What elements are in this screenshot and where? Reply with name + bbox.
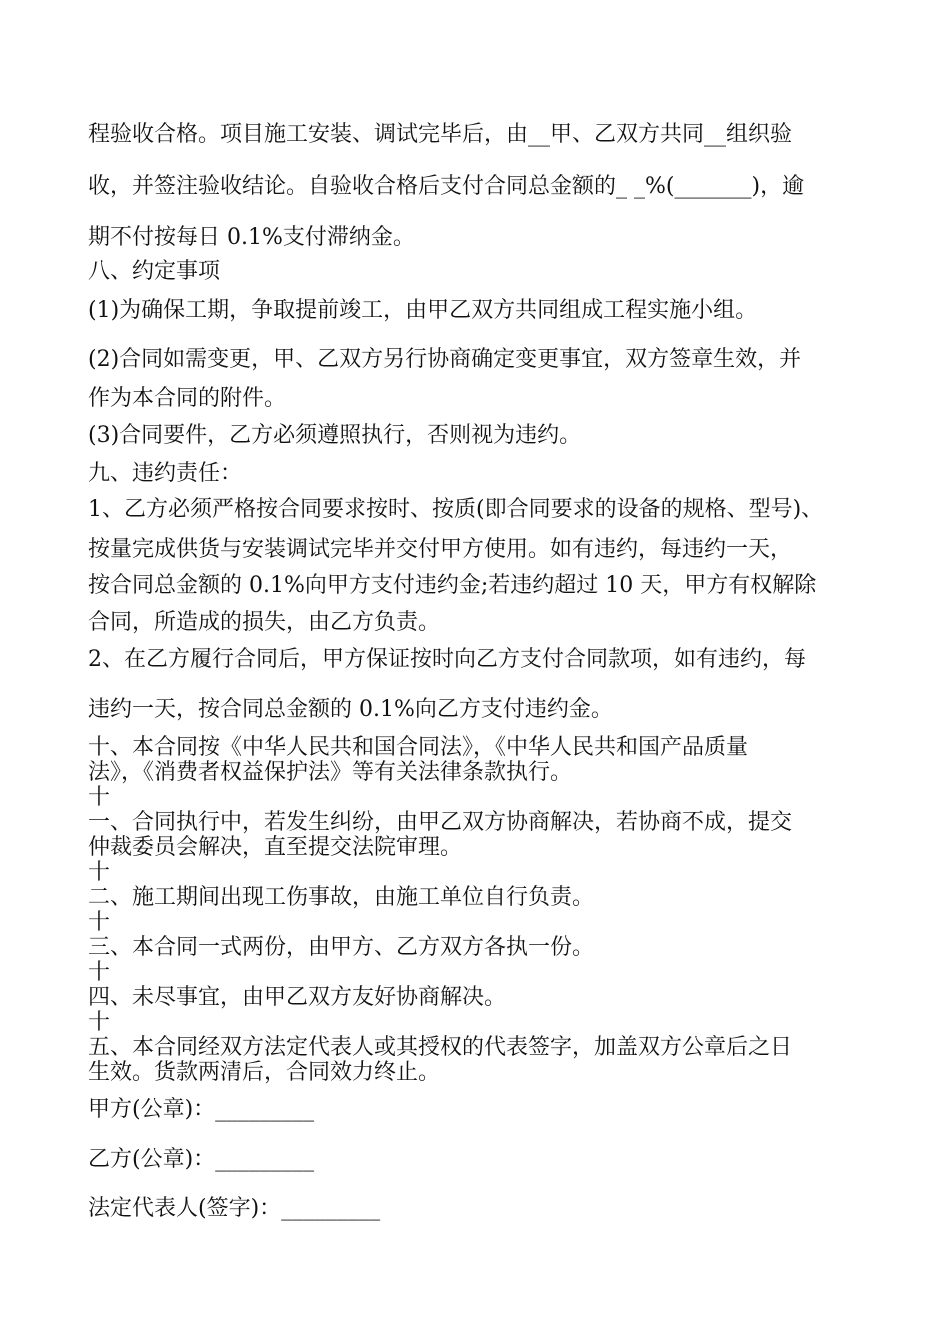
text-line: (1)为确保工期，争取提前竣工，由甲乙双方共同组成工程实施小组。 [88,298,758,323]
signature-legal-representative: 法定代表人(签字)：_________ [88,1196,381,1221]
text-line: 十 [88,910,111,935]
text-line: 违约一天，按合同总金额的 0.1%向乙方支付违约金。 [88,697,613,722]
text-line: 收，并签注验收结论。自验收合格后支付合同总金额的_ _%(_______)，逾 [88,174,805,199]
text-line: 十 [88,785,111,810]
text-line: 一、合同执行中，若发生纠纷，由甲乙双方协商解决，若协商不成，提交 [88,810,793,835]
text-line: 三、本合同一式两份，由甲方、乙方双方各执一份。 [88,935,595,960]
text-line: 法》，《消费者权益保护法》等有关法律条款执行。 [88,760,573,785]
text-line: (3)合同要件，乙方必须遵照执行，否则视为违约。 [88,423,582,448]
text-line: 二、施工期间出现工伤事故，由施工单位自行负责。 [88,885,595,910]
text-line: 四、未尽事宜，由甲乙双方友好协商解决。 [88,985,507,1010]
text-line: 作为本合同的附件。 [88,386,287,411]
text-line: 十 [88,860,111,885]
text-line: 十 [88,1010,111,1035]
text-line: 1、乙方必须严格按合同要求按时、按质(即合同要求的设备的规格、型号)、 [88,497,824,522]
text-line: 按合同总金额的 0.1%向甲方支付违约金;若违约超过 10 天，甲方有权解除 [88,573,817,598]
signature-party-a: 甲方(公章)：_________ [88,1097,315,1122]
text-line: 五、本合同经双方法定代表人或其授权的代表签字，加盖双方公章后之日 [88,1035,793,1060]
text-line: 期不付按每日 0.1%支付滞纳金。 [88,225,415,250]
text-line: 按量完成供货与安装调试完毕并交付甲方使用。如有违约，每违约一天， [88,537,793,562]
text-line: 生效。货款两清后，合同效力终止。 [88,1060,441,1085]
text-line: 程验收合格。项目施工安装、调试完毕后，由__甲、乙双方共同__组织验 [88,122,793,147]
text-line: 十、本合同按《中华人民共和国合同法》，《中华人民共和国产品质量 [88,735,749,760]
text-line: 十 [88,960,111,985]
signature-party-b: 乙方(公章)：_________ [88,1147,315,1172]
text-line: 合同，所造成的损失，由乙方负责。 [88,610,441,635]
text-line: (2)合同如需变更，甲、乙双方另行协商确定变更事宜，双方签章生效，并 [88,347,802,372]
text-line: 仲裁委员会解决，直至提交法院审理。 [88,835,463,860]
section-heading: 九、违约责任： [88,461,243,486]
section-heading: 八、约定事项 [88,259,221,284]
text-line: 2、在乙方履行合同后，甲方保证按时向乙方支付合同款项，如有违约，每 [88,647,806,672]
